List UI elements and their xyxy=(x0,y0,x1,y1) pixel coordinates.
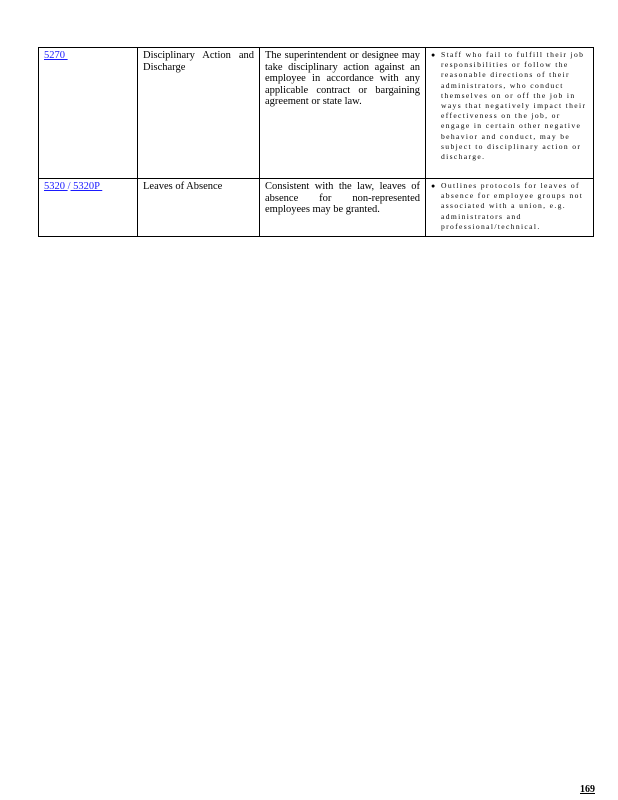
policy-summary: Staff who fail to fulfill their job responsibilities or follow the reasonable directions of their administrators, who conduct themselves on or off the job in ways that negatively impact their effectiveness on the job, or engage in certain other negative behavior and conduct, may be subject to disciplinary action or discharge. xyxy=(441,50,587,162)
summary-bullet-item xyxy=(431,181,588,232)
link-separator: / xyxy=(67,181,71,192)
policy-description: Consistent with the law, leaves of absence for non-represented employees may be granted. xyxy=(260,179,426,237)
policy-table xyxy=(38,47,594,237)
bullet-icon: ● xyxy=(431,182,437,190)
policy-link[interactable]: 5320P xyxy=(70,181,103,192)
policy-number-cell xyxy=(39,179,138,237)
policy-number-cell xyxy=(39,48,138,179)
table-row xyxy=(39,179,594,237)
policy-link[interactable]: 5320 xyxy=(44,181,68,192)
policy-summary-cell xyxy=(426,48,594,179)
policy-summary-cell xyxy=(426,179,594,237)
policy-link[interactable]: 5270 xyxy=(44,50,68,61)
policy-description: The superintendent or designee may take disciplinary action against an employee in accordance with any applicable contract or bargaining agreement or state law. xyxy=(260,48,426,179)
table-row xyxy=(39,48,594,179)
summary-bullet-item xyxy=(431,50,588,162)
policy-title: Leaves of Absence xyxy=(138,179,260,237)
policy-summary: Outlines protocols for leaves of absence for employee groups not associated with a union, e.g. administrators and professional/technical. xyxy=(441,181,584,231)
page-number: 169 xyxy=(580,784,595,795)
policy-title: Disciplinary Action and Discharge xyxy=(138,48,260,179)
bullet-icon: ● xyxy=(431,51,437,59)
